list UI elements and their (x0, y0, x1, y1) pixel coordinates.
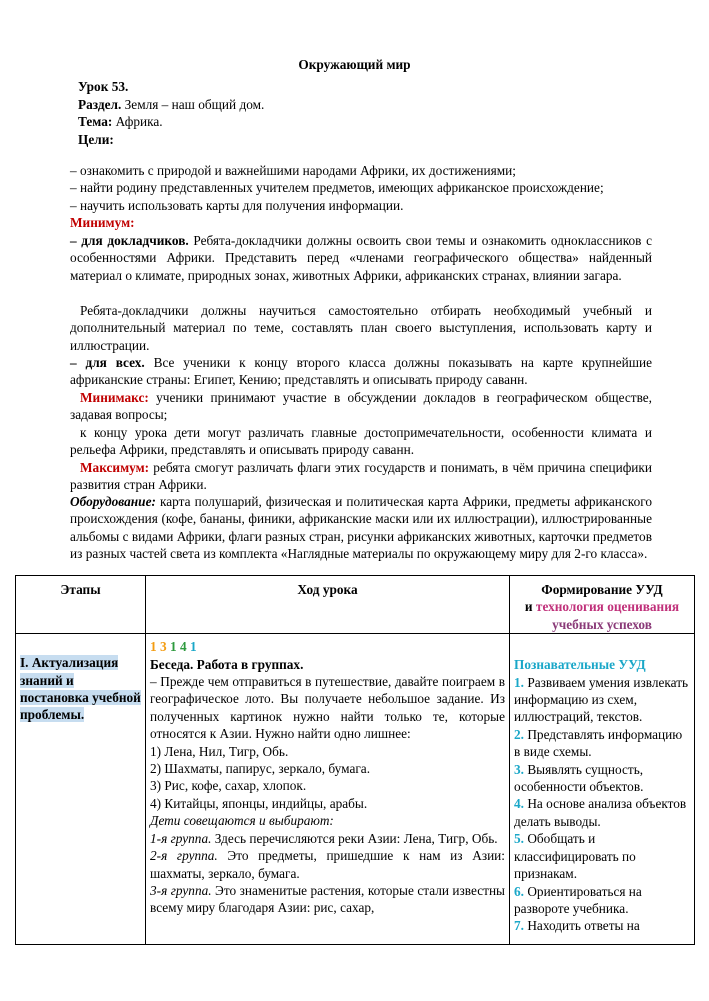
uud-text: Развиваем умения извлекать информацию из схем, иллюстраций, текстов. (514, 674, 689, 725)
stage-cell (16, 634, 146, 945)
group-answer (150, 847, 505, 882)
uud-text: Находить ответы на (527, 918, 640, 934)
uud-num: 6. (514, 883, 524, 899)
maximum-label: Максимум: (80, 460, 150, 475)
badge-number: 1 (150, 639, 157, 655)
activity-title: Беседа. Работа в группах. (150, 656, 304, 672)
list-item: 1) Лена, Нил, Тигр, Обь. (150, 743, 289, 759)
uud-text: Представлять информацию в виде схемы. (514, 726, 683, 760)
topic-line (78, 113, 163, 130)
uud-item (514, 917, 690, 934)
uud-item (514, 726, 690, 761)
uud-item (514, 830, 690, 882)
minimax-text-2: к концу урока дети могут различать главные достопримечательности, особенности климата и рельефа Африки, представлять и описывать природу саванн. (70, 425, 652, 458)
col-uud-line1: Формирование УУД (541, 582, 663, 597)
speakers-text: Ребята-докладчики должны освоить свои темы и ознакомить одноклассников с особенностями Африки. Представить перед «членами географического общества» найденный материал о климате, природных зонах, животных Африки, африканских странах, влиянии загара. (70, 233, 652, 283)
goals-label: Цели: (78, 132, 114, 147)
stage-label: I. Актуализация знаний и постановка учебной проблемы. (20, 655, 141, 723)
minimum-all (70, 354, 652, 389)
group-label: 3-я группа. (150, 882, 212, 898)
minimax-text: ученики принимают участие в обсуждении докладов в географическом обществе, задавая вопросы; (70, 390, 652, 423)
uud-num: 4. (514, 796, 524, 812)
uud-num: 7. (514, 918, 524, 934)
topic-value: Африка. (115, 114, 163, 129)
badge-number: 3 (159, 639, 167, 655)
uud-num: 5. (514, 831, 524, 847)
goal-item: – научить использовать карты для получения информации. (70, 197, 404, 213)
list-item: 4) Китайцы, японцы, индийцы, арабы. (150, 795, 368, 811)
list-item: 2) Шахматы, папирус, зеркало, бумага. (150, 761, 371, 777)
header-uud (510, 576, 695, 634)
uud-text: Выявлять сущность, особенности объектов. (514, 761, 644, 795)
course-cell (146, 634, 510, 945)
group-label: 2-я группа. (150, 848, 218, 864)
group-text: Это знаменитые растения, которые стали известны всему миру благодаря Азии: рис, сахар, (150, 882, 505, 916)
group-label: 1-я группа. (150, 830, 212, 846)
header-course (146, 576, 510, 634)
col-uud-and: и (524, 599, 533, 615)
badge-number: 4 (179, 639, 187, 655)
minimum-speakers-2 (70, 302, 652, 354)
group-text: Здесь перечисляются реки Азии: Лена, Тигр, Обь. (214, 830, 498, 846)
list-item: 3) Рис, кофе, сахар, хлопок. (150, 778, 307, 794)
all-text: Все ученики к концу второго класса должны показывать на карте крупнейшие африканские страны: Египет, Кению; представлять и описывать природу саванн. (70, 355, 652, 388)
badge-number: 1 (189, 639, 197, 655)
col-uud-line3: учебных успехов (552, 616, 652, 632)
minimum-label (70, 214, 135, 231)
lesson-table (15, 575, 695, 945)
minimax-block (70, 389, 652, 424)
uud-title: Познавательные УУД (514, 657, 646, 673)
goal-item: – найти родину представленных учителем предметов, имеющих африканское происхождение; (70, 180, 604, 196)
section-label: Раздел. (78, 97, 122, 112)
uud-cell (510, 634, 695, 945)
group-answer (150, 830, 505, 847)
minimax-block-2 (70, 424, 652, 459)
uud-num: 3. (514, 761, 524, 777)
speakers-text-2: Ребята-докладчики должны научиться самостоятельно отбирать необходимый учебный и дополнительный материал по теме, составлять план своего выступления, использовать карту и иллюстрации. (70, 303, 652, 353)
minimum-label-text: Минимум: (70, 215, 135, 230)
equipment-block (70, 493, 652, 563)
page-title: Окружающий мир (298, 57, 411, 72)
maximum-block (70, 459, 652, 494)
all-lead: – для всех. (70, 355, 145, 370)
uud-item (514, 795, 690, 830)
group-answer (150, 882, 505, 917)
equipment-label: Оборудование: (70, 494, 156, 509)
uud-text: Ориентироваться на развороте учебника. (514, 883, 642, 916)
goals-list (70, 162, 670, 214)
uud-text: Обобщать и классифицировать по признакам. (514, 831, 636, 882)
goal-item: – ознакомить с природой и важнейшими народами Африки, их достижениями; (70, 163, 516, 178)
minimum-speakers (70, 232, 652, 284)
discuss-note: Дети совещаются и выбирают: (150, 813, 334, 829)
lesson-number: Урок 53. (78, 79, 129, 94)
col-course-label: Ход урока (297, 582, 358, 597)
uud-text: На основе анализа объектов делать выводы. (514, 796, 687, 829)
badge-number: 1 (169, 639, 177, 655)
topic-label: Тема: (78, 114, 113, 129)
uud-item (514, 883, 690, 918)
uud-item (514, 674, 690, 726)
table-header-row (16, 576, 695, 634)
table-row (16, 634, 695, 945)
maximum-text: ребята смогут различать флаги этих государств и понимать, в чём причина специфики развития стран Африки. (70, 460, 652, 493)
header-stages (16, 576, 146, 634)
uud-num: 1. (514, 674, 524, 690)
col-uud-pink: технология оценивания (535, 599, 680, 615)
equipment-text: карта полушарий, физическая и политическая карта Африки, предметы африканского происхождения (кофе, бананы, финики, африканские маски или их иллюстрации), иллюстрированные альбомы с видами Африки, флаги разных стран, рисунки африканских животных, карточки предметов из разных частей света из комплекта «Наглядные материалы по окружающему миру для 2-го класса». (70, 494, 652, 562)
col-stages-label: Этапы (60, 582, 101, 597)
section-line (78, 96, 264, 113)
uud-item (514, 761, 690, 796)
speakers-lead: – для докладчиков. (70, 233, 189, 248)
uud-num: 2. (514, 726, 524, 742)
minimax-label: Минимакс: (80, 390, 149, 405)
activity-intro: – Прежде чем отправиться в путешествие, давайте поиграем в географическое лото. Вы получаете небольшое задание. Из полученных картинок нужно найти только те, которые относятся к Азии. Нужно найти одно лишнее: (150, 674, 505, 742)
lesson-number-badges (150, 638, 505, 655)
group-text: Это предметы, пришедшие к нам из Азии: шахматы, зеркало, бумага. (150, 848, 505, 881)
section-value: Земля – наш общий дом. (124, 97, 265, 112)
